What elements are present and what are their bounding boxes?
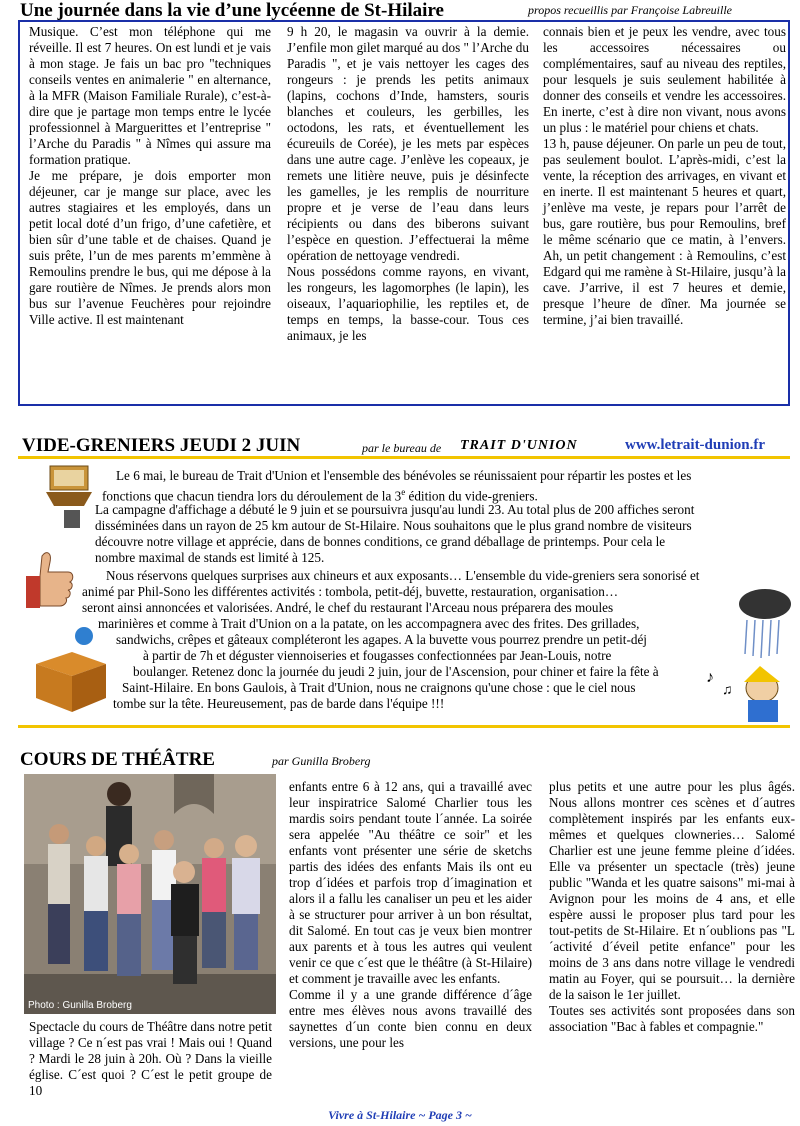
text-line: disséminées dans un rayon de 25 km autour de St-Hilaire. Nous souhaitons que le plus grand nombre de visiteurs [95,518,692,533]
paragraph: enfants entre 6 à 12 ans, qui a travaillé avec leur inspiratrice Salomé Charlier tous les mardis soirs pendant toute l´année. La soirée sera appelée "Au théâtre ce soir" et les enfants vont présenter une série de sketchs partis des idées des enfants Mais ils ont eu trop d´idées et parfois trop d´imagination et alors il a fallu les canaliser un peu et les aider à se structurer pour arriver à un bon résultat, dit Salomé. En tout cas je veux bien montrer aux parents et à tous les autres qui veulent venir ce que c´est que le théâtre (à St-Hilaire) et comment je travaille avec les enfants. [289,779,532,986]
trait-dunion-logo: TRAIT D'UNION [460,438,578,453]
article-column-1: Spectacle du cours de Théâtre dans notre petit village ? Ce n´est pas vrai ! Mais oui ! Quand ? Mardi le 28 juin à 20h. Où ? Dans la vieille église. C´est quoi ? C´est le petit groupe de 10 [29,1019,272,1098]
text-line: tombe sur la tête. Heureusement, pas de barde dans l'équipe !!! [113,696,445,711]
page-footer: Vivre à St-Hilaire ~ Page 3 ~ [328,1108,472,1122]
cardboard-box-icon [32,618,110,716]
text-line: fonctions que chacun tiendra lors du déroulement de la 3e édition du vide-greniers. [102,487,538,504]
article-byline-vide-greniers: par le bureau de [362,441,442,455]
paragraph: Comme il y a une grande différence d´âge entre mes élèves nous avons travaillé des saynettes d´un conte bien connu en deux versions, une pour les [289,987,532,1050]
article-title-theatre: COURS DE THÉÂTRE [20,749,215,770]
paragraph: 13 h, pause déjeuner. On parle un peu de tout, pas seulement boulot. L’après-midi, c’est la vente, la réception des arrivages, en vivant et en inerte. Il est maintenant 5 heures et quart, j’enlève ma veste, je repars pour l’arrêt de bus, gare routière, bus pour Remoulins, bref le même scénario que ce matin, à l’envers. Ah, un petit changement : à Remoulins, c’est Edgard qui me ramène à St-Hilaire, jusqu’à la cave. J’arrive, il est 7 heures et demie, presque l’heure de dîner. Ma journée se termine, j’ai bien travaillé. [543,136,786,327]
article-column-2 [289,779,532,1051]
paragraph: 9 h 20, le magasin va ouvrir à la demie. J’enfile mon gilet marqué au dos " l’Arche du Paradis ", et je vais nettoyer les cages des rongeurs : je prends les petits animaux (lapins, cochons d’Inde, hamsters, souris blanches et couleurs, les gerbilles, les octodons, les rats, et éventuellement les écureuils de Corée), je les mets par espèces dans une autre cage. J’enlève les copeaux, je remets une litière neuve, puis je désinfecte les gamelles, je les remplis de nourriture propre et je verse de l’eau dans leurs récipients ou dans des biberons suivant l’espèce en question. J’effectuerai la même opération de nettoyage vendredi. [287,24,529,263]
article-column-2 [287,24,529,344]
laptop-icon [44,462,100,532]
article-byline-lyceenne: propos recueillis par Françoise Labreuille [528,3,732,17]
svg-text:♫: ♫ [722,683,733,698]
paragraph: Toutes ses activités sont proposées dans son association "Bac à fables et compagnie." [549,1003,795,1034]
article-column-3 [543,24,786,328]
text-line: à partir de 7h et déguster viennoiseries et fougasses confectionnées par Jean-Louis, notre [143,648,612,663]
photo-caption: Photo : Gunilla Broberg [28,1000,132,1011]
text-line: nombre maximal de stands est limité à 125. [95,550,325,565]
article-byline-theatre: par Gunilla Broberg [272,754,371,768]
paragraph: Musique. C’est mon téléphone qui me réveille. Il est 7 heures. On est lundi et je vais à mon stage. Je fais un bac pro "techniques conseils ventes en animalerie " en alternance, à la MFR (Maison Familiale Rurale), c’est-à-dire que je partage mon temps entre le lycée professionnel à Marguerittes et l’entreprise " l’Arche du Paradis " à Nîmes qui assure ma formation pratique. [29,24,271,167]
text-line: animé par Phil-Sono les différentes activités : tombola, petit-déj, buvette, restauration, organisation… [82,584,619,599]
text-line: Le 6 mai, le bureau de Trait d'Union et l'ensemble des bénévoles se réunissaient pour répartir les postes et les [116,468,692,483]
thumbs-up-icon [20,548,80,612]
article-title-lyceenne: Une journée dans la vie d’une lycéenne de St-Hilaire [20,0,444,21]
text-line: marinières et comme à Trait d'Union on a la patate, on les accompagnera avec des frites. Des grillades, [98,616,640,631]
website-link[interactable]: www.letrait-dunion.fr [625,437,765,453]
text-line: boulanger. Retenez donc la journée du jeudi 2 juin, jour de l'Ascension, pour chiner et faire la fête à [133,664,659,679]
paragraph: connais bien et je peux les vendre, avec tous les accessoires nécessaires ou complémentaires, sauf au niveau des reptiles, pour lesquels je suis seulement habilitée à donner des conseils et vendre les accessoires. En inerte, c’est à dire non vivant, nous avons un plus : le matériel pour chiens et chats. [543,24,786,135]
text-line: Saint-Hilaire. En bons Gaulois, à Trait d'Union, nous ne craignons qu'une chose : que le ciel nous [122,680,636,695]
article-title-vide-greniers: VIDE-GRENIERS JEUDI 2 JUIN [22,435,301,456]
storm-cloud-icon [735,584,795,664]
paragraph: Je me prépare, je dois emporter mon déjeuner, car je mange sur place, avec les autres stagiaires et les employés, dans un petit local doté d’un frigo, d’une cafetière, et bien sûr d’une table et de chaises. Quand je suis prête, l’un de mes parents m’emmène à Remoulins prendre le bus, qui me dépose à la gare routière de Nîmes. Je prends alors mon bus sur l’avenue Feuchères pour rejoindre Ville active. Il est maintenant [29,168,271,327]
text-line: découvre notre village et apprécie, dans de bonnes conditions, ce grand déballage de printemps. Pour cela le [95,534,666,549]
text-line: sandwichs, crêpes et gâteaux compléteront les agapes. A la buvette vous pourrez prendre un petit-déj [116,632,647,647]
paragraph: Nous possédons comme rayons, en vivant, les rongeurs, les lagomorphes (le lapin), les oiseaux, l’aquariophilie, les reptiles et, de temps en temps, la basse-cour. Tous ces animaux, je les [287,264,529,343]
text-line: Nous réservons quelques surprises aux chineurs et aux exposants… L'ensemble du vide-greniers sera sonorisé et [106,568,700,583]
svg-text:♪: ♪ [706,669,714,686]
text-line: La campagne d'affichage a débuté le 9 juin et se poursuivra jusqu'au lundi 23. Au total plus de 200 affiches seront [95,502,695,517]
gaulish-cartoon-icon [700,660,792,726]
text-line: seront ainsi annoncées et valorisées. André, le chef du restaurant l'Arceau nous préparera des moules [82,600,614,615]
article-column-3 [549,779,795,1035]
theatre-group-photo [24,774,276,1014]
article-column-1 [29,24,271,328]
paragraph: plus petits et une autre pour les plus âgés. Nous allons montrer ces scènes et d´autres complètement inspirés par les enfants eux-mêmes et quelques clowneries… Salomé Charlier est une jeune femme pleine d´idées. Elle va présenter un spectacle (très) jeune public "Wanda et les quatre saisons" mi-mai à Avignon pour les moins de 4 ans, et elle espère aussi le proposer plus tard pour les tout-petits de St-Hilaire. Et n´oublions pas "L´activité d´éveil petite enfance" pour les moins de 3 ans dans notre village le vendredi matin au Foyer, qui se poursuit… la dernière de la saison le 1er juillet. [549,779,795,1002]
